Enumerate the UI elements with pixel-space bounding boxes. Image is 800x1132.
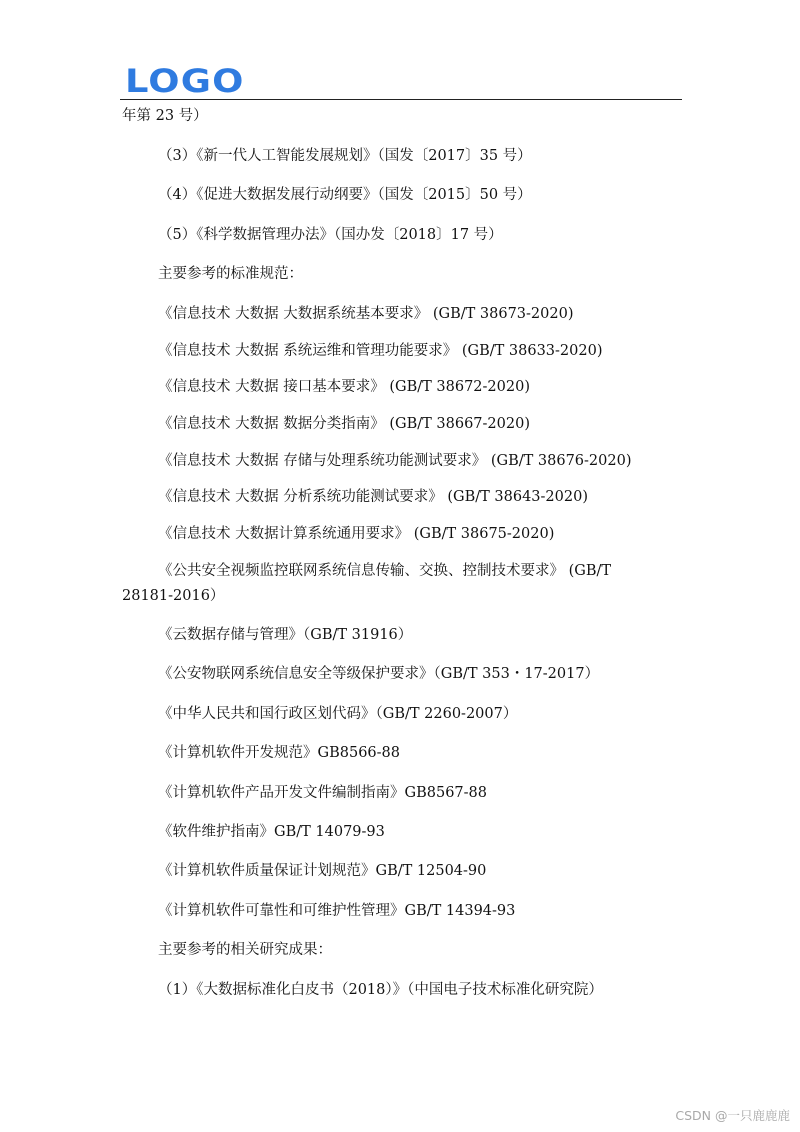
section-heading: 主要参考的相关研究成果： [158, 942, 332, 958]
standard-item-continued: 28181-2016） [122, 588, 225, 604]
standard-item: 《软件维护指南》GB/T 14079-93 [158, 824, 385, 840]
watermark: CSDN @一只鹿鹿鹿 [675, 1108, 790, 1123]
research-item: （1）《大数据标准化白皮书（2018）》（中国电子技术标准化研究院） [158, 982, 603, 998]
text-line: （4）《促进大数据发展行动纲要》（国发〔2015〕50 号） [158, 187, 532, 203]
text-line: （3）《新一代人工智能发展规划》（国发〔2017〕35 号） [158, 148, 532, 164]
standard-item: 《信息技术 大数据计算系统通用要求》 (GB/T 38675-2020) [158, 526, 555, 542]
standard-item: 《公安物联网系统信息安全等级保护要求》（GB/T 353・17-2017） [158, 666, 600, 682]
standard-item: 《信息技术 大数据 接口基本要求》 (GB/T 38672-2020) [158, 379, 530, 395]
standard-item: 《信息技术 大数据 数据分类指南》 (GB/T 38667-2020) [158, 416, 530, 432]
header-divider [120, 99, 682, 100]
standard-item: 《计算机软件质量保证计划规范》GB/T 12504-90 [158, 863, 487, 879]
section-heading: 主要参考的标准规范： [158, 266, 303, 282]
standard-item: 《计算机软件产品开发文件编制指南》GB8567-88 [158, 785, 487, 801]
standard-item: 《信息技术 大数据 系统运维和管理功能要求》 (GB/T 38633-2020) [158, 343, 603, 359]
text-line: 年第 23 号） [122, 108, 208, 124]
standard-item: 《信息技术 大数据 存储与处理系统功能测试要求》 (GB/T 38676-2020) [158, 453, 632, 469]
logo: LOGO [125, 62, 245, 100]
text-line: （5）《科学数据管理办法》（国办发〔2018〕17 号） [158, 227, 503, 243]
standard-item: 《计算机软件可靠性和可维护性管理》GB/T 14394-93 [158, 903, 516, 919]
standard-item: 《公共安全视频监控联网系统信息传输、交换、控制技术要求》 (GB/T [158, 563, 612, 579]
standard-item: 《云数据存储与管理》（GB/T 31916） [158, 627, 413, 643]
standard-item: 《计算机软件开发规范》GB8566-88 [158, 745, 400, 761]
standard-item: 《信息技术 大数据 大数据系统基本要求》 (GB/T 38673-2020) [158, 306, 574, 322]
standard-item: 《中华人民共和国行政区划代码》（GB/T 2260-2007） [158, 706, 518, 722]
standard-item: 《信息技术 大数据 分析系统功能测试要求》 (GB/T 38643-2020) [158, 489, 588, 505]
